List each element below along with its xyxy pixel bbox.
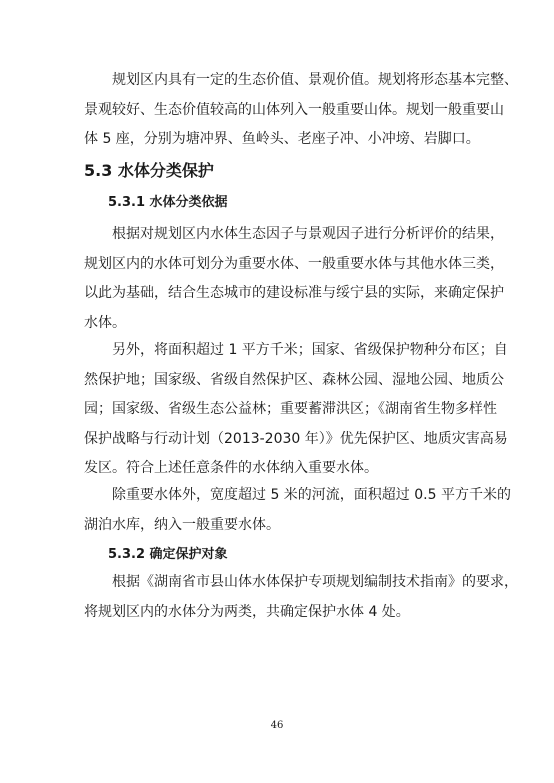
text-line: 湖泊水库，纳入一般重要水体。 bbox=[84, 516, 280, 533]
paragraph-classification-basis bbox=[84, 220, 504, 338]
text-line: 将规划区内的水体分为两类，共确定保护水体 4 处。 bbox=[84, 603, 410, 620]
text-line: 发区。符合上述任意条件的水体纳入重要水体。 bbox=[84, 460, 378, 476]
paragraph-important-water-criteria bbox=[84, 336, 508, 484]
text-line: 园；国家级、省级生态公益林；重要蓄滞洪区；《湖南省生物多样性 bbox=[84, 401, 497, 417]
text-line: 根据《湖南省市县山体水体保护专项规划编制技术指南》的要求， bbox=[112, 574, 518, 590]
text-line: 水体。 bbox=[84, 314, 126, 331]
subsection-title: 5.3.2 确定保护对象 bbox=[108, 547, 228, 562]
paragraph-protection-targets bbox=[84, 568, 518, 627]
subsection-title: 5.3.1 水体分类依据 bbox=[108, 195, 228, 210]
text-line: 规划区内的水体可划分为重要水体、一般重要水体与其他水体三类， bbox=[84, 255, 504, 272]
text-line: 保护战略与行动计划（2013-2030 年）》优先保护区、地质灾害高易 bbox=[84, 430, 508, 447]
text-line: 体 5 座，分别为塘冲界、鱼岭头、老座子冲、小冲塝、岩脚口。 bbox=[84, 131, 480, 147]
page-number: 46 bbox=[270, 720, 284, 731]
text-line: 然保护地；国家级、省级自然保护区、森林公园、湿地公园、地质公 bbox=[84, 371, 504, 388]
paragraph-general-water-criteria bbox=[84, 481, 511, 540]
text-line: 规划区内具有一定的生态价值、景观价值。规划将形态基本完整、 bbox=[112, 72, 518, 88]
text-line: 另外，将面积超过 1 平方千米；国家、省级保护物种分布区；自 bbox=[112, 342, 508, 358]
text-line: 除重要水体外，宽度超过 5 米的河流，面积超过 0.5 平方千米的 bbox=[112, 487, 511, 503]
text-line: 根据对规划区内水体生态因子与景观因子进行分析评价的结果， bbox=[112, 226, 504, 242]
text-line: 景观较好、生态价值较高的山体列入一般重要山体。规划一般重要山 bbox=[84, 101, 504, 118]
section-title: 5.3 水体分类保护 bbox=[84, 161, 214, 180]
paragraph-mountain-summary bbox=[84, 66, 518, 155]
text-line: 以此为基础，结合生态城市的建设标准与绥宁县的实际，来确定保护 bbox=[84, 285, 504, 301]
